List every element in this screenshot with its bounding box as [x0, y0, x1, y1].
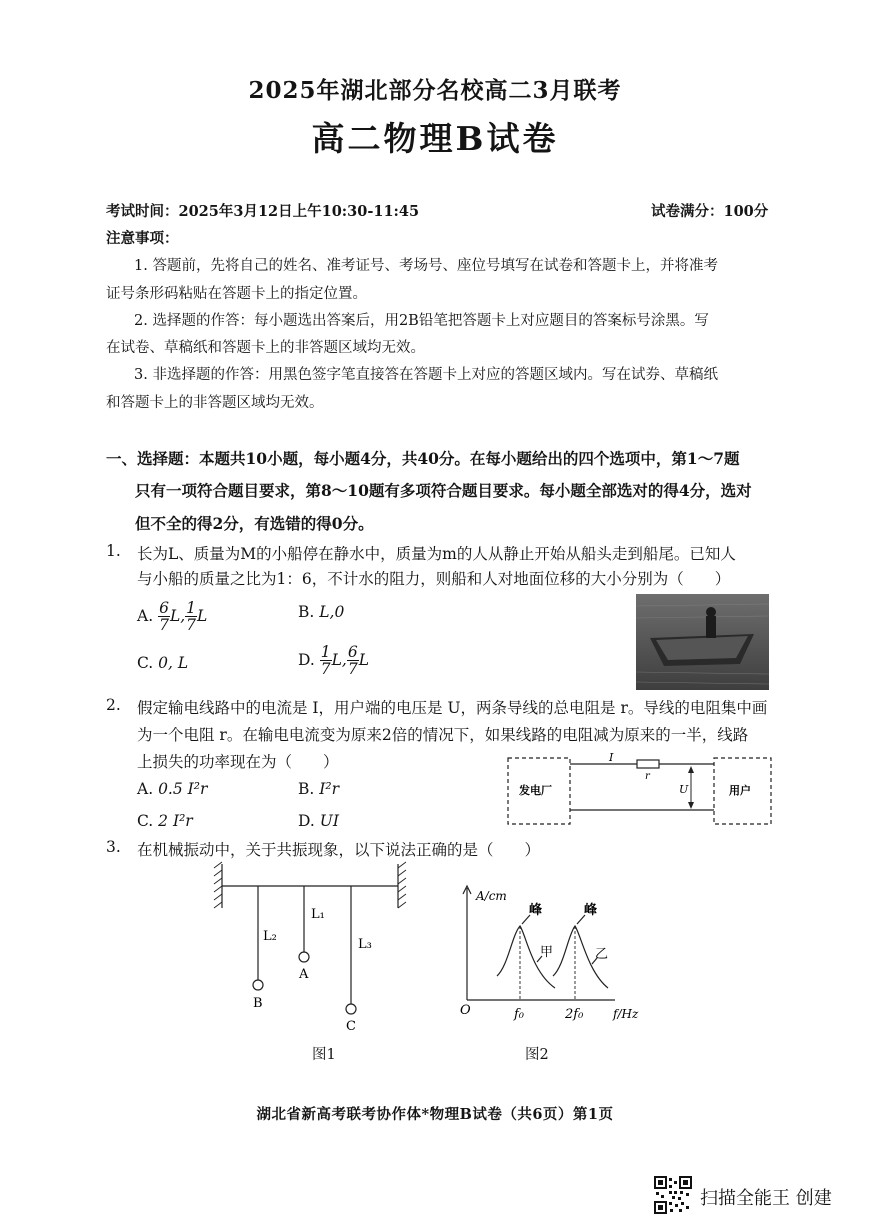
notes-heading: 注意事项： [106, 230, 179, 247]
label-a: A [299, 967, 309, 982]
qr-code-icon [654, 1176, 692, 1214]
y-axis-label: A/cm [476, 889, 507, 903]
origin-label: O [460, 1003, 471, 1018]
boat-photo [636, 594, 769, 690]
fraction: $\frac{6}{7}$ [347, 643, 358, 679]
label-l3: L₃ [358, 937, 372, 952]
exam-time: 考试时间：2025年3月12日上午10:30-11:45 [106, 203, 420, 220]
q2-number: 2. [106, 696, 121, 714]
figure-1-pendulums [210, 860, 410, 1040]
bob-a [299, 952, 309, 962]
f0-label: f₀ [514, 1007, 525, 1022]
q1-line-2: 与小船的质量之比为1：6，不计水的阻力，则船和人对地面位移的大小分别为（ ） [137, 570, 731, 588]
label-l2: L₂ [263, 929, 277, 944]
q2-option-c: C. 2 I²r [137, 812, 193, 830]
label-l1: L₁ [311, 907, 325, 922]
resistor-label: r [645, 771, 650, 782]
fraction: $\frac{1}{7}$ [186, 599, 197, 635]
curve-jia-label: 甲 [540, 945, 554, 960]
power-plant-label: 发电厂 [519, 784, 552, 797]
q2-option-d: D. UI [298, 812, 339, 830]
resistor-r [637, 760, 659, 768]
q1-option-a: A. $\frac{6}{7}$ L, $\frac{1}{7}$ L [137, 599, 208, 635]
q1-option-d: D. $\frac{1}{7}$ L, $\frac{6}{7}$ L [298, 643, 370, 679]
fraction: $\frac{1}{7}$ [320, 643, 331, 679]
peak2-label: 峰 [584, 903, 598, 918]
section-1-line-1: 一、选择题：本题共10小题，每小题4分，共40分。在每小题给出的四个选项中，第1～7题 [106, 449, 740, 468]
q2-line-3: 上损失的功率现在为（ ） [137, 753, 339, 771]
exam-title: 2025年湖北部分名校高二3月联考 [248, 77, 622, 104]
q1-option-c: C. 0, L [137, 654, 189, 672]
note-1-line-2: 证号条形码粘贴在答题卡上的指定位置。 [106, 286, 367, 302]
note-2-line-2: 在试卷、草稿纸和答题卡上的非答题区域均无效。 [106, 340, 425, 356]
peak1-label: 峰 [529, 903, 543, 918]
x-axis-label: f/Hz [613, 1007, 639, 1021]
figure-2-resonance-curves [450, 880, 650, 1025]
label-c: C [346, 1019, 356, 1034]
q1-line-1: 长为L、质量为M的小船停在静水中，质量为m的人从静止开始从船头走到船尾。已知人 [137, 545, 736, 563]
2f0-label: 2f₀ [565, 1007, 584, 1022]
paper-title: 高二物理B试卷 [311, 119, 559, 158]
note-3-line-2: 和答题卡上的非答题区域均无效。 [106, 395, 324, 411]
note-3-line-1: 3. 非选择题的作答：用黑色签字笔直接答在答题卡上对应的答题区域内。写在试券、草稿纸 [134, 367, 718, 383]
q1-option-b: B. L,0 [298, 603, 345, 621]
fraction: $\frac{6}{7}$ [159, 599, 169, 635]
section-1-line-3: 但不全的得2分，有选错的得0分。 [135, 514, 374, 533]
q2-line-1: 假定输电线路中的电流是 I，用户端的电压是 U，两条导线的总电阻是 r。导线的电阻集中画 [137, 699, 768, 717]
q2-option-a: A. 0.5 I²r [137, 780, 208, 798]
current-label: I [609, 752, 614, 764]
curve-yi-label: 乙 [595, 947, 609, 962]
q2-line-2: 为一个电阻 r。在输电电流变为原来2倍的情况下，如果线路的电阻减为原来的一半，线路 [137, 726, 749, 744]
page-footer: 湖北省新高考联考协作体*物理B试卷（共6页）第1页 [256, 1106, 614, 1123]
figure-2-caption: 图2 [525, 1047, 549, 1063]
q2-option-b: B. I²r [298, 780, 340, 798]
note-1-line-1: 1. 答题前，先将自己的姓名、准考证号、考场号、座位号填写在试卷和答题卡上，并将准考 [134, 258, 718, 274]
voltage-label: U [679, 783, 689, 796]
label-b: B [253, 996, 263, 1011]
q1-number: 1. [106, 542, 121, 560]
bob-b [253, 980, 263, 990]
bob-c [346, 1004, 356, 1014]
user-label: 用户 [729, 784, 751, 797]
figure-1-caption: 图1 [312, 1047, 336, 1063]
q3-text: 在机械振动中，关于共振现象，以下说法正确的是（ ） [137, 841, 541, 859]
boat-illustration [636, 594, 769, 690]
note-2-line-1: 2. 选择题的作答：每小题选出答案后，用2B铅笔把答题卡上对应题目的答案标号涂黑。写 [134, 313, 709, 329]
section-1-line-2: 只有一项符合题目要求，第8～10题有多项符合题目要求。每小题全部选对的得4分，选对 [135, 481, 752, 500]
q3-number: 3. [106, 838, 121, 856]
transmission-circuit-diagram [505, 752, 775, 832]
full-score: 试卷满分：100分 [651, 203, 769, 220]
scanner-watermark: 扫描全能王 创建 [700, 1188, 832, 1209]
